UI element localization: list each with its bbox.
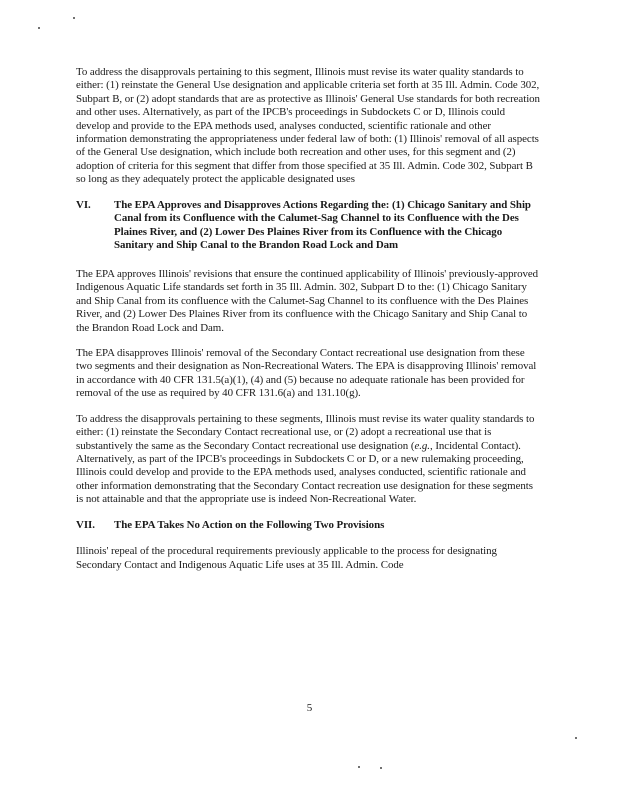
paragraph-emphasis: e.g. [414,439,430,452]
scan-speck [38,27,40,29]
paragraph-disapproval-remedy-segments [76,413,541,507]
paragraph-approval: The EPA approves Illinois' revisions that ensure the continued applicability of Illinois' previously-approved Indigenous Aquatic Life standards set forth in 35 Ill. Admin. 302, Subpart D to the: (1) Chicago Sanitary and Ship Canal from its confluence with the Calumet-Sag Channel to its confluence with the Des Plaines River, and (2) Lower Des Plaines River from its confluence with the Chicago Sanitary and Ship Canal to the Brandon Road Lock and Dam. [76,268,539,334]
paragraph-repeal: Illinois' repeal of the procedural requirements previously applicable to the process for designating Secondary Contact and Indigenous Aquatic Life uses at 35 Ill. Admin. Code [76,545,497,571]
section-title: The EPA Approves and Disapproves Actions Regarding the: (1) Chicago Sanitary and Ship Canal from its Confluence with the Calumet-Sag Channel to its Confluence with the Des Plaines River, and (2) Lower Des Plaines River from its Confluence with the Chicago Sanitary and Ship Canal to the Brandon Road Lock and Dam [114,198,531,252]
section-title: The EPA Takes No Action on the Following Two Provisions [114,518,385,531]
scan-speck [380,767,382,769]
scan-speck [358,766,360,768]
scan-speck [575,737,577,739]
section-heading-vi [76,199,541,253]
section-number: VI. [76,198,91,211]
paragraph-text: To address the disapprovals pertaining to these segments, Illinois must revise its water quality standards to either: (1) reinstate the Secondary Contact recreational use, or (2) adopt a recreational use that is substantively the same as the Secondary Contact recreational use designation ( [76,412,535,452]
page-number: 5 [306,702,313,714]
page-body [76,66,541,584]
scan-speck [73,17,75,19]
paragraph-disapproval-remedy-segment: To address the disapprovals pertaining to this segment, Illinois must revise its water quality standards to either: (1) reinstate the General Use designation and applicable criteria set forth at 35 Ill. Admin. Code 302, Subpart B, or (2) adopt standards that are as protective as Illinois' General Use standards for both recreation and other uses. Alternatively, as part of the IPCB's proceedings in Subdockets C or D, Illinois could develop and provide to the EPA methods used, analyses conducted, scientific rationale and other information demonstrating the appropriateness under federal law of both: (1) Illinois' removal of all aspects of the General Use designation, which include both recreation and other uses, for this segment and (2) adoption of criteria for this segment that differ from those specified at 35 Ill. Admin. Code 302, Subpart B so long as they adequately protect the applicable designated uses [76,66,540,186]
section-heading-vii [76,519,541,533]
paragraph-disapproval: The EPA disapproves Illinois' removal of the Secondary Contact recreational use designation from these two segments and their designation as Non-Recreational Waters. The EPA is disapproving Illinois' removal in accordance with 40 CFR 131.5(a)(1), (4) and (5) because no adequate rationale has been provided for removal of the use as required by 40 CFR 131.6(a) and 131.10(g). [76,347,537,400]
section-number: VII. [76,518,95,531]
paragraph-text: , Incidental Contact). Alternatively, as part of the IPCB's proceedings in Subdockets C or D, or a new rulemaking proceeding, Illinois could develop and provide to the EPA methods used, analyses conducted, scientific rationale and other information demonstrating that the Secondary Contact recreation use designation for these segments is not attainable and that the appropriate use is indeed Non-Recreational Water. [76,439,533,506]
